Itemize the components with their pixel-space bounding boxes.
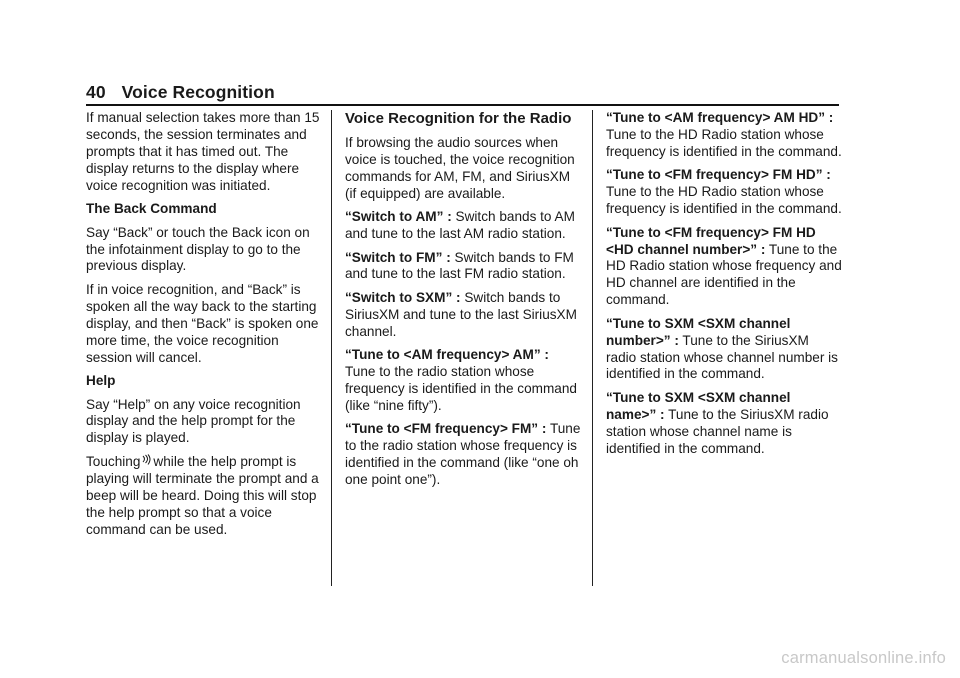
timeout-paragraph: If manual selection takes more than 15 seconds, the session terminates and prompts that it has timed out. The display returns to the display where voice recognition was initiated.: [86, 110, 320, 193]
help-terminate-text: while the help prompt is playing will terminate the prompt and a beep will be heard. Doing this will stop the help prompt so that a voice command can be used.: [86, 453, 319, 537]
command-description: Tune to the SiriusXM radio station whose channel name is identified in the command.: [606, 406, 829, 456]
column-2: [345, 110, 581, 496]
command-term: “Tune to <AM frequency> AM HD” :: [606, 110, 834, 125]
help-paragraph-2: [86, 454, 321, 539]
command-item: [345, 347, 581, 415]
command-description: Switch bands to AM and tune to the last AM radio station.: [345, 209, 575, 242]
touching-text: Touching: [86, 453, 141, 469]
command-term: “Tune to SXM <SXM channel name>” :: [606, 389, 791, 422]
command-term: “Switch to AM” :: [345, 209, 452, 225]
section-title: Voice Recognition for the Radio: [345, 110, 572, 127]
command-item: [606, 167, 842, 218]
voice-recognition-icon: [141, 454, 151, 471]
command-term: “Tune to <FM frequency> FM” :: [345, 421, 547, 437]
column-3: [606, 110, 842, 464]
command-description: Tune to the HD Radio station whose frequency is identified in the command.: [606, 184, 842, 217]
command-description: Tune to the SiriusXM radio station whose channel number is identified in the command.: [606, 332, 838, 382]
back-command-heading: The Back Command: [86, 201, 217, 217]
column-divider-1: [331, 110, 332, 586]
header-rule: [86, 104, 839, 106]
command-term: “Switch to FM” :: [345, 249, 451, 265]
command-term: “Tune to <FM frequency> FM HD” :: [606, 167, 831, 183]
back-paragraph-1: Say “Back” or touch the Back icon on the infotainment display to go to the previous display.: [86, 224, 310, 274]
page-number: 40: [86, 82, 106, 102]
page-title: Voice Recognition: [121, 82, 275, 102]
command-description: Tune to the radio station whose frequency is identified in the command (like “nine fifty”).: [345, 364, 577, 413]
command-description: Tune to the HD Radio station whose frequency and HD channel are identified in the command.: [606, 241, 842, 308]
radio-commands-list: [345, 209, 581, 489]
page-header: [86, 82, 275, 103]
command-term: “Tune to <AM frequency> AM” :: [345, 347, 549, 363]
hd-commands-list: [606, 110, 842, 458]
command-item: [345, 290, 581, 341]
intro-paragraph: If browsing the audio sources when voice is touched, the voice recognition commands for AM, FM, and SiriusXM (if equipped) are available.: [345, 134, 575, 201]
command-description: Tune to the radio station whose frequency is identified in the command (like “one oh one point one”).: [345, 421, 581, 488]
command-term: “Tune to SXM <SXM channel number>” :: [606, 315, 791, 348]
help-paragraph-1: Say “Help” on any voice recognition display and the help prompt for the display is played.: [86, 396, 301, 446]
command-item: [606, 110, 842, 161]
command-item: [606, 390, 842, 458]
command-term: “Tune to <FM frequency> FM HD <HD channel number>” :: [606, 224, 816, 257]
column-divider-2: [592, 110, 593, 586]
command-item: [345, 421, 581, 489]
command-item: [606, 225, 842, 310]
help-heading: Help: [86, 373, 116, 389]
column-1: [86, 110, 321, 545]
command-term: “Switch to SXM” :: [345, 289, 461, 305]
back-paragraph-2: If in voice recognition, and “Back” is spoken all the way back to the starting display, and then “Back” is spoken one more time, the voice recognition session will cancel.: [86, 281, 319, 365]
command-description: Tune to the HD Radio station whose frequency is identified in the command.: [606, 126, 842, 159]
command-item: [345, 250, 581, 284]
command-description: Switch bands to SiriusXM and tune to the last SiriusXM channel.: [345, 289, 577, 339]
command-item: [345, 209, 581, 243]
command-description: Switch bands to FM and tune to the last FM radio station.: [345, 249, 574, 282]
command-item: [606, 316, 842, 384]
watermark: carmanualsonline.info: [781, 649, 946, 667]
